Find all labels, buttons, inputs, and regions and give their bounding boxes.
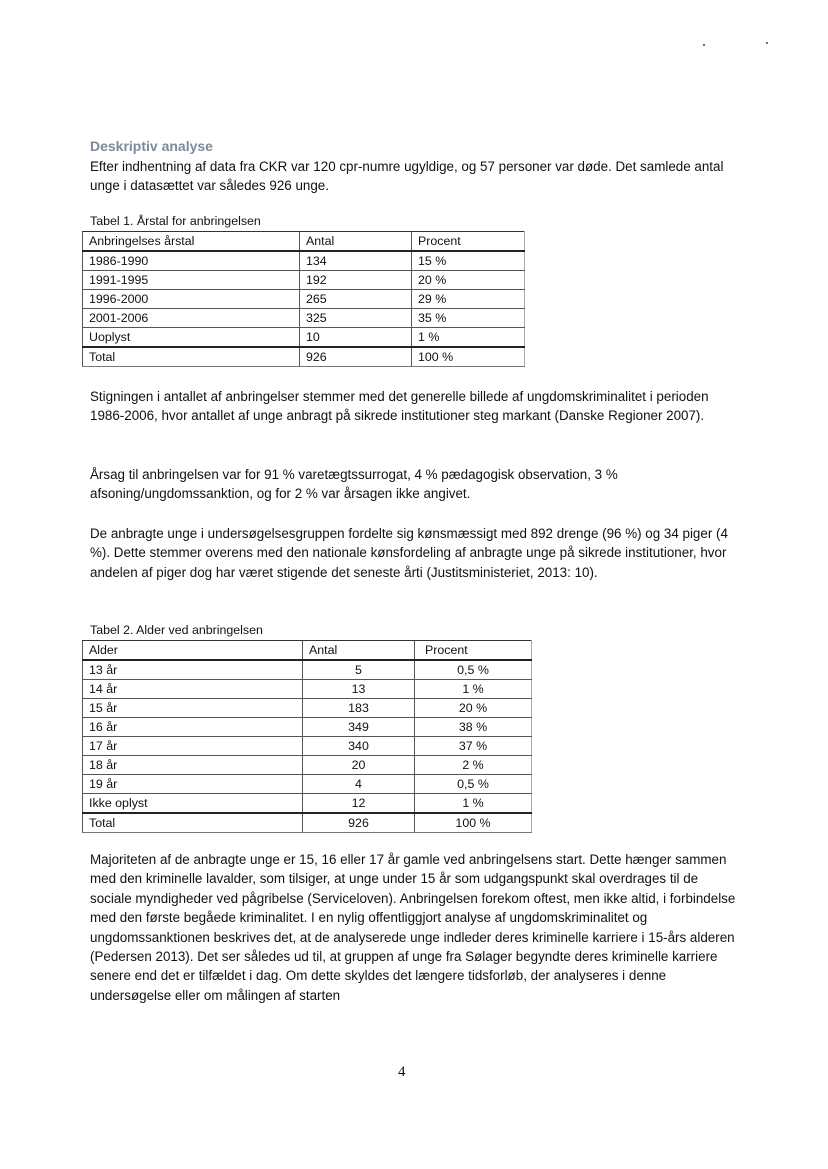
table-row (83, 699, 532, 718)
table-row (83, 737, 532, 756)
table-row (83, 756, 532, 775)
table-row (83, 251, 525, 271)
table-cell: 349 (303, 718, 415, 737)
table-cell: 17 år (83, 737, 303, 756)
table-row (83, 775, 532, 794)
header-cell: Anbringelses årstal (83, 232, 300, 252)
table-cell: 18 år (83, 756, 303, 775)
table-cell: 926 (303, 813, 415, 833)
table-cell: 1 % (412, 328, 525, 348)
table-cell: 16 år (83, 718, 303, 737)
table-row (83, 680, 532, 699)
table-row (83, 290, 525, 309)
scan-speck (766, 42, 768, 44)
table-row (83, 271, 525, 290)
header-cell: Antal (303, 641, 415, 661)
table-cell: 20 % (415, 699, 532, 718)
table-age-at-placement (82, 640, 532, 833)
table-cell: 100 % (412, 347, 525, 367)
table-cell: 2001-2006 (83, 309, 300, 328)
table-cell: 19 år (83, 775, 303, 794)
table-cell: 5 (303, 660, 415, 680)
table-cell: 340 (303, 737, 415, 756)
table-header-row (83, 641, 532, 661)
table-cell: 15 % (412, 251, 525, 271)
table-cell: 35 % (412, 309, 525, 328)
table-cell: 1 % (415, 794, 532, 814)
table-cell: 20 % (412, 271, 525, 290)
table-total-row (83, 813, 532, 833)
table-cell: 926 (300, 347, 412, 367)
table-row (83, 718, 532, 737)
header-cell: Procent (415, 641, 532, 661)
table1-caption: Tabel 1. Årstal for anbringelsen (90, 214, 261, 228)
table-cell: 325 (300, 309, 412, 328)
table-cell: 1986-1990 (83, 251, 300, 271)
table-cell: 0,5 % (415, 775, 532, 794)
table-cell: Uoplyst (83, 328, 300, 348)
paragraph-majority: Majoriteten af de anbragte unge er 15, 16 eller 17 år gamle ved anbringelsens start. Dette hænger sammen med den kriminelle lavalder, som tilsiger, at unge under 15 år som udgangspunkt skal overdrages til de sociale myndigheder ved pågribelse (Serviceloven). Anbringelsen forekom oftest, men ikke altid, i forbindelse med den første begåede kriminalitet. I en nylig offentliggjort analyse af ungdomskriminalitet og ungdomssanktionen beskrives det, at de analyserede unge indleder deres kriminelle karriere i 15-års alderen (Pedersen 2013). Det ser således ud til, at gruppen af unge fra Sølager begyndte deres kriminelle karriere senere end det er tilfældet i dag. Om dette skyldes det længere tidsforløb, der analyseres i denne undersøgelse eller om målingen af starten (90, 852, 736, 1003)
table-row (83, 794, 532, 814)
table-cell: 10 (300, 328, 412, 348)
table-cell: Total (83, 813, 303, 833)
header-cell: Procent (412, 232, 525, 252)
table-cell: 15 år (83, 699, 303, 718)
table-cell: 1996-2000 (83, 290, 300, 309)
table-cell: 265 (300, 290, 412, 309)
table-row (83, 660, 532, 680)
page-number: 4 (398, 1064, 406, 1080)
table-cell: Total (83, 347, 300, 367)
table-cell: 37 % (415, 737, 532, 756)
table-header-row (83, 232, 525, 252)
table-row (83, 328, 525, 348)
section-heading: Deskriptiv analyse (90, 138, 213, 154)
table-total-row (83, 347, 525, 367)
table-cell: 38 % (415, 718, 532, 737)
table-cell: 20 (303, 756, 415, 775)
table-cell: 4 (303, 775, 415, 794)
paragraph-increase: Stigningen i antallet af anbringelser stemmer med det generelle billede af ungdomskriminalitet i perioden 1986-2006, hvor antallet af unge anbragt på sikrede institutioner steg markant (Danske Regioner 2007). (90, 389, 709, 424)
table-cell: 1991-1995 (83, 271, 300, 290)
table2-caption: Tabel 2. Alder ved anbringelsen (90, 623, 263, 637)
table-cell: 29 % (412, 290, 525, 309)
table-cell: 134 (300, 251, 412, 271)
paragraph-gender: De anbragte unge i undersøgelsesgruppen fordelte sig kønsmæssigt med 892 drenge (96 %) og 34 piger (4 %). Dette stemmer overens med den nationale kønsfordeling af anbragte unge på sikrede institutioner, hvor andelen af piger dog har været stigende det seneste årti (Justitsministeriet, 2013: 10). (90, 526, 728, 580)
paragraph-cause: Årsag til anbringelsen var for 91 % varetægtssurrogat, 4 % pædagogisk observation, 3 % afsoning/ungdomssanktion, og for 2 % var årsagen ikke angivet. (90, 467, 618, 502)
table-cell: 183 (303, 699, 415, 718)
table-cell: 192 (300, 271, 412, 290)
table-cell: 14 år (83, 680, 303, 699)
table-cell: 12 (303, 794, 415, 814)
table-cell: 2 % (415, 756, 532, 775)
paragraph-intro: Efter indhentning af data fra CKR var 120 cpr-numre ugyldige, og 57 personer var døde. Det samlede antal unge i datasættet var således 926 unge. (90, 159, 724, 194)
table-row (83, 309, 525, 328)
table-year-of-placement (82, 231, 525, 367)
header-cell: Alder (83, 641, 303, 661)
table-cell: 1 % (415, 680, 532, 699)
table-cell: 13 år (83, 660, 303, 680)
table-cell: Ikke oplyst (83, 794, 303, 814)
scan-speck (703, 44, 705, 46)
table-cell: 13 (303, 680, 415, 699)
table-cell: 100 % (415, 813, 532, 833)
table-cell: 0,5 % (415, 660, 532, 680)
header-cell: Antal (300, 232, 412, 252)
